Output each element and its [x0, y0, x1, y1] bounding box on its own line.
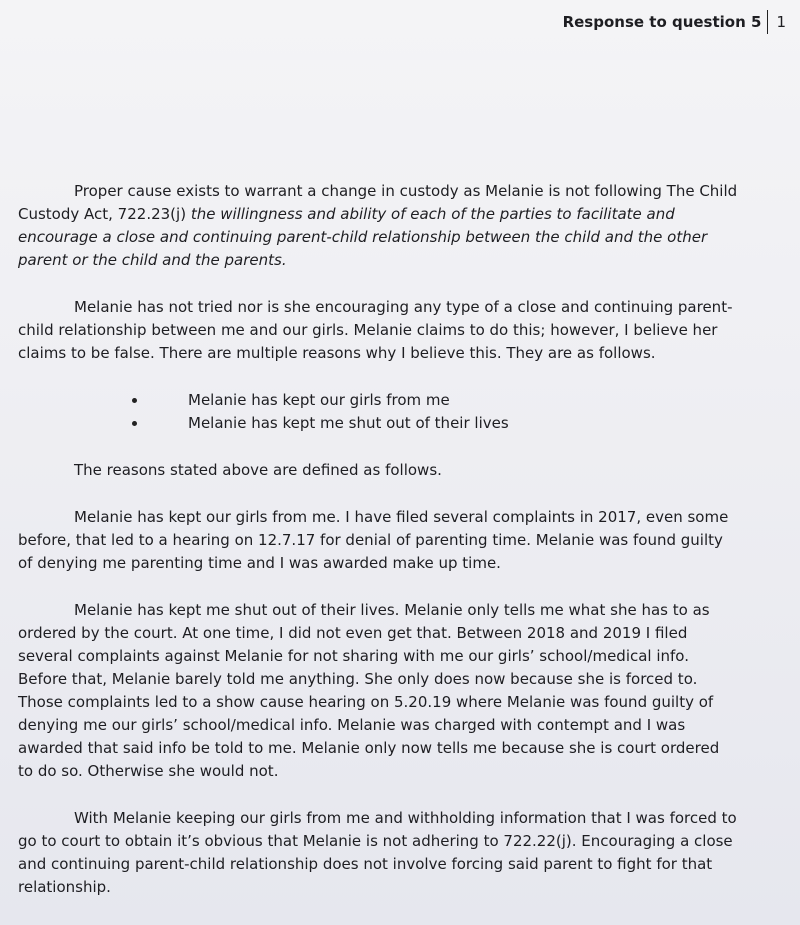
paragraph-1-text: Proper cause exists to warrant a change in custody as Melanie is not following The Child Custody Act, 722.23(j) — [18, 182, 738, 223]
header-title: Response to question 5 — [562, 13, 762, 31]
page-number: 1 — [776, 13, 786, 31]
bullet-dot — [132, 398, 137, 403]
paragraph-1 — [18, 180, 738, 272]
list-item — [18, 412, 738, 435]
bullet-list — [18, 389, 738, 435]
paragraph-1-quote: the willingness and ability of each of the parties to facilitate and encourage a close and continuing parent-child relationship between the child and the other parent or the child and the parents. — [18, 205, 708, 269]
paragraph-6: With Melanie keeping our girls from me and withholding information that I was forced to go to court to obtain it’s obvious that Melanie is not adhering to 722.22(j). Encouraging a close and continuing parent-child relationship does not involve forcing said parent to fight for that relationship. — [18, 809, 737, 896]
paragraph-2: Melanie has not tried nor is she encouraging any type of a close and continuing parent-child relationship between me and our girls. Melanie claims to do this; however, I believe her claims to be false. There are multiple reasons why I believe this. They are as follows. — [18, 298, 733, 362]
list-item-text: Melanie has kept our girls from me — [188, 391, 450, 409]
paragraph-4: Melanie has kept our girls from me. I have filed several complaints in 2017, even some before, that led to a hearing on 12.7.17 for denial of parenting time. Melanie was found guilty of denying me parenting time and I was awarded make up time. — [18, 508, 729, 572]
bullet-dot — [132, 421, 137, 426]
paragraph-3: The reasons stated above are defined as follows. — [74, 461, 442, 479]
document-body — [18, 180, 738, 899]
list-item-text: Melanie has kept me shut out of their lives — [188, 414, 509, 432]
paragraph-5: Melanie has kept me shut out of their lives. Melanie only tells me what she has to as ordered by the court. At one time, I did not even get that. Between 2018 and 2019 I filed several complaints against Melanie for not sharing with me our girls’ school/medical info. Before that, Melanie barely told me anything. She only does now because she is forced to. Those complaints led to a show cause hearing on 5.20.19 where Melanie was found guilty of denying me our girls’ school/medical info. Melanie was charged with contempt and I was awarded that said info be told to me. Melanie only now tells me because she is court ordered to do so. Otherwise she would not. — [18, 601, 720, 780]
header-divider — [767, 10, 768, 34]
page-header — [563, 10, 786, 34]
list-item — [18, 389, 738, 412]
